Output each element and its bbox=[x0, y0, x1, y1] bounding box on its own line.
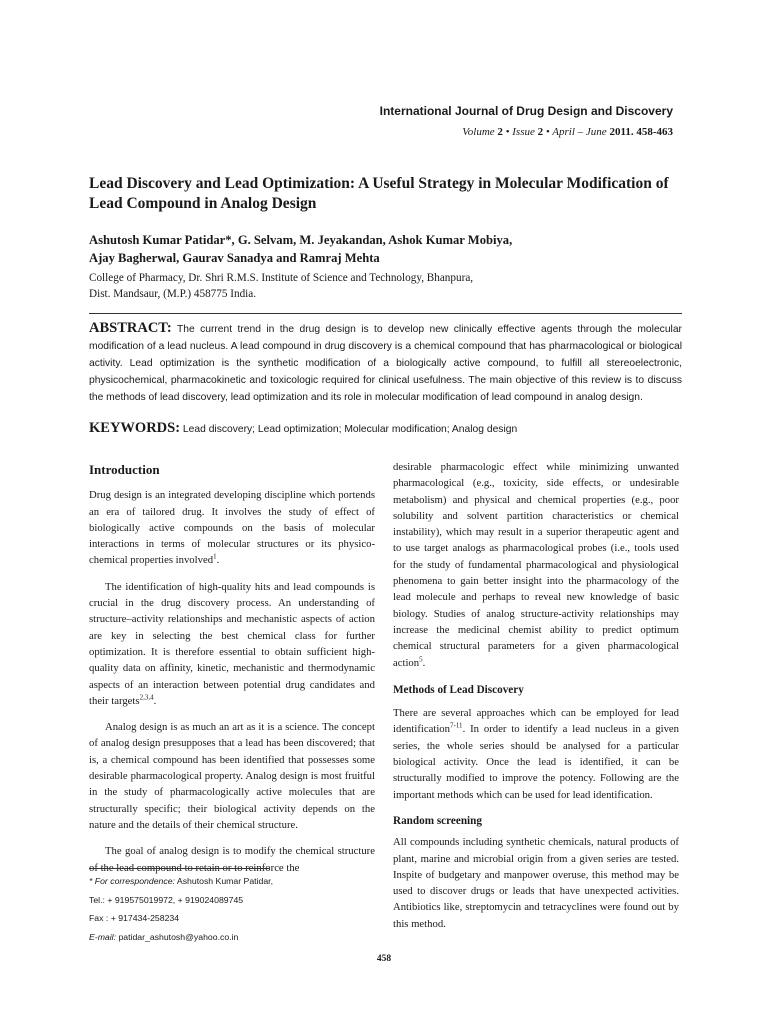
issue-period: April – June bbox=[552, 126, 607, 138]
authors-line-2: Ajay Bagherwal, Gaurav Sanadya and Ramraj Mehta bbox=[89, 251, 380, 265]
intro-paragraph-3: Analog design is as much an art as it is a science. The concept of analog design presupposes that a lead has been discovered; that is, a chemical compound has been identified that possesses some desirable pharmacological property. Analog design is most fruitful in the study of pharmacologically active molecules that are structurally specific; their biological activity depends on the nature and the details of their chemical structure. bbox=[89, 721, 375, 831]
introduction-heading: Introduction bbox=[89, 462, 160, 477]
correspondence-name: Ashutosh Kumar Patidar, bbox=[176, 876, 274, 886]
correspondence-footnote bbox=[89, 872, 379, 946]
affiliation-line-1: College of Pharmacy, Dr. Shri R.M.S. Institute of Science and Technology, Bhanpura, bbox=[89, 272, 474, 284]
footnote-divider bbox=[89, 868, 269, 869]
citation-ref: 1 bbox=[213, 552, 217, 561]
intro-paragraph-4: The goal of analog design is to modify the chemical structure of the lead compound to retain or to reinforce the bbox=[89, 845, 375, 874]
abstract-label: ABSTRACT: bbox=[89, 320, 172, 336]
right-column bbox=[393, 459, 679, 932]
keywords-label: KEYWORDS: bbox=[89, 420, 181, 436]
methods-heading: Methods of Lead Discovery bbox=[393, 683, 524, 696]
random-screening-heading: Random screening bbox=[393, 814, 482, 827]
journal-name: International Journal of Drug Design and Discovery bbox=[379, 104, 673, 118]
volume-label: Volume bbox=[462, 126, 495, 138]
abstract bbox=[89, 320, 682, 406]
correspondence-label: * For correspondence: bbox=[89, 876, 175, 886]
abstract-text: The current trend in the drug design is to develop new clinically effective agents through the molecular modification of a lead nucleus. A lead compound in drug discovery is a chemical compound that has pharmacological or biological activity. Lead optimization is the synthetic modification of a biologically active compound, to fulfill all stereoelectronic, physicochemical, pharmacokinetic and toxicologic required for clinical usefulness. The main objective of this review is to discuss the methods of lead discovery, lead optimization and its role in molecular modification of lead compound in analog design. bbox=[89, 324, 682, 403]
left-column bbox=[89, 462, 375, 876]
citation-ref: 5 bbox=[419, 655, 423, 663]
email-line bbox=[89, 928, 379, 947]
volume-number: 2 bbox=[497, 126, 503, 138]
article-title: Lead Discovery and Lead Optimization: A Useful Strategy in Molecular Modification of Lead Compound in Analog Design bbox=[89, 175, 669, 212]
email-label: E-mail: bbox=[89, 931, 117, 942]
section-divider bbox=[89, 313, 682, 314]
keywords bbox=[89, 420, 689, 437]
email-address[interactable]: patidar_ashutosh@yahoo.co.in bbox=[118, 931, 239, 942]
correspondence-line bbox=[89, 872, 379, 891]
methods-paragraph: There are several approaches which can be employed for lead identification$^{7-11}$. In order to identify a lead nucleus in a given series, the whole series should be analysed for a particular biological activity. Once the lead is identified, it can be structurally modified to improve the potency. Following are the important methods which can be used for lead identification. bbox=[393, 707, 679, 801]
fax: Fax : + 917434-258234 bbox=[89, 913, 180, 923]
random-screening-paragraph: All compounds including synthetic chemicals, natural products of plant, marine and microbial origin from a given series are tested. Inspite of budgetary and manpower overuse, this method may be used to discover drugs or leads that have unexpected activities. Antibiotics like, streptomycin and tetracyclines were found out by this method. bbox=[393, 836, 679, 930]
separator: • bbox=[505, 126, 510, 138]
citation-ref: 2,3,4 bbox=[139, 693, 154, 702]
year-pages: 2011. 458-463 bbox=[609, 126, 673, 138]
separator: • bbox=[545, 126, 550, 138]
issue-number: 2 bbox=[537, 126, 544, 138]
page-number: 458 bbox=[376, 954, 392, 964]
keywords-text: Lead discovery; Lead optimization; Molecular modification; Analog design bbox=[182, 424, 518, 435]
continued-paragraph: desirable pharmacologic effect while minimizing unwanted pharmacological (e.g., toxicity, side effects, or undesirable metabolism) and physical and chemical properties (e.g., poor solubility and solvent partition characteristics or chemical instability), which may result in a superior therapeutic agent and to use target analogs as pharmacological probes (i.e., tools used for the study of fundamental pharmacological and physiological phenomena to gain better insight into the pharmacology of the lead molecule and perhaps to reveal new knowledge of basic biology. Studies of analog structure-activity relationships may increase the medicinal chemist ability to predict optimum chemical structural parameters for a given pharmacological action$^5$. bbox=[393, 461, 679, 669]
citation-ref: 7-11 bbox=[449, 721, 463, 730]
volume-issue-line bbox=[462, 126, 673, 138]
issue-label: Issue bbox=[512, 126, 535, 138]
telephone: Tel.: + 919575019972, + 919024089745 bbox=[89, 894, 244, 905]
affiliation-line-2: Dist. Mandsaur, (M.P.) 458775 India. bbox=[89, 288, 257, 300]
intro-paragraph-2: The identification of high-quality hits and lead compounds is crucial in the drug discovery process. An understanding of structure–activity relationships and mechanistic aspects of action are key in selecting the best chemical class for further optimization. It is therefore essential to obtain sufficient high-quality data on affinity, kinetic, mechanistic and thermodynamic aspects of an interaction between potential drug candidates and their targets$^{2,3,4}$. bbox=[89, 580, 375, 707]
authors-line-1: Ashutosh Kumar Patidar*, G. Selvam, M. Jeyakandan, Ashok Kumar Mobiya, bbox=[89, 233, 513, 247]
author-list bbox=[89, 231, 689, 267]
affiliation bbox=[89, 270, 689, 302]
intro-paragraph-1: Drug design is an integrated developing discipline which portends an era of tailored drug. It involves the study of effect of biologically active compounds on the basis of molecular interactions in terms of molecular structures or its physico-chemical properties involved$^1$. bbox=[89, 489, 375, 567]
